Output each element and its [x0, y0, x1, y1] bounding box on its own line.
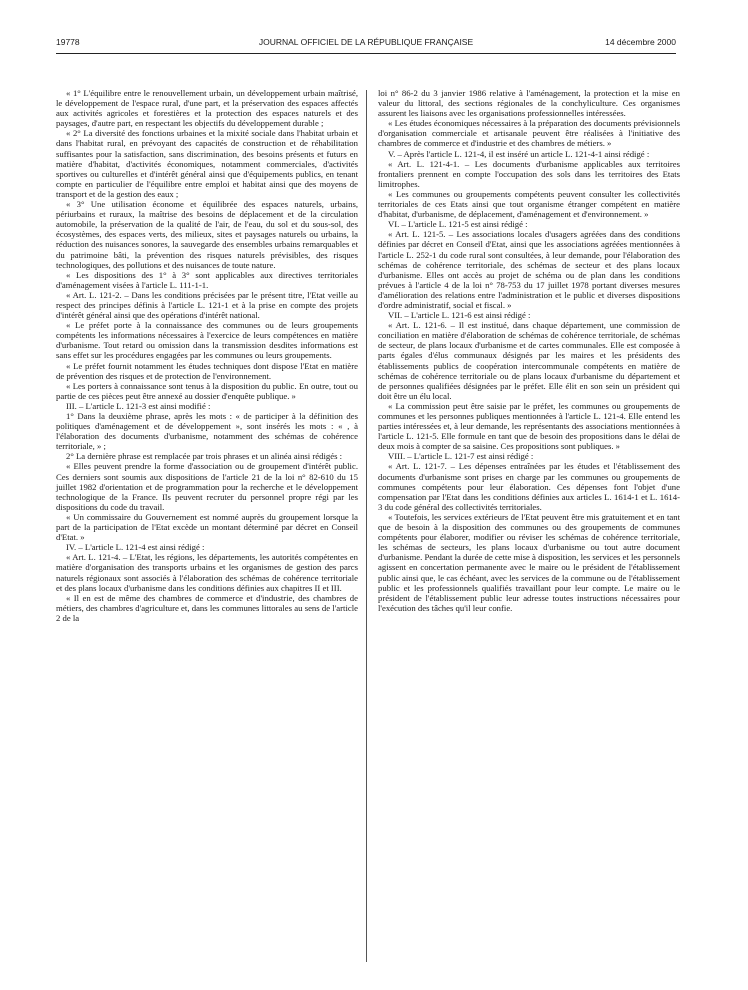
paragraph: « 3° Une utilisation économe et équilibrée des espaces naturels, urbains, périurbains et ruraux, la maîtrise des besoins de déplacement et de la circulation automobile, la préservation de la qualité de l'air, de l'eau, du sol et du sous-sol, des écosystèmes, des espaces verts, des milieux, sites et paysages naturels ou urbains, la réduction des nuisances sonores, la sauvegarde des ensembles urbains remarquables et du patrimoine bâti, la prévention des risques naturels prévisibles, des risques technologiques, des pollutions et des nuisances de toute nature. — [56, 199, 358, 270]
paragraph: « Un commissaire du Gouvernement est nommé auprès du groupement lorsque la part de la participation de l'Etat excède un montant déterminé par décret en Conseil d'Etat. » — [56, 511, 358, 543]
paragraph: « Toutefois, les services extérieurs de l'Etat peuvent être mis gratuitement et en tant que de besoin à la disposition des communes ou des groupements de communes compétents pour élaborer, modifier ou réviser les schémas de cohérence territoriale, les schémas de secteurs, les plans locaux d'urbanisme ou tout autre document d'urbanisme. Pendant la durée de cette mise à disposition, les services et les personnels agissent en concertation permanente avec le maire ou le président de l'établissement public ainsi que, le cas échéant, avec les services de la commune ou de l'établissement public et les professionnels qualifiés travaillant pour leur compte. Le maire ou le président de l'établissement public leur adresse toutes instructions nécessaires pour l'exécution des tâches qu'il leur confie. — [378, 511, 680, 613]
paragraph: 2° La dernière phrase est remplacée par trois phrases et un alinéa ainsi rédigés : — [66, 451, 343, 462]
paragraph: 1° Dans la deuxième phrase, après les mots : « de participer à la définition des politiques d'aménagement et de développement », sont insérés les mots : « , à l'élaboration des documents d'urbanisme, notamment des schémas de cohérence territoriale, » ; — [56, 411, 358, 452]
page-header — [56, 37, 676, 49]
paragraph: « 2° La diversité des fonctions urbaines et la mixité sociale dans l'habitat urbain et dans l'habitat rural, en prévoyant des capacités de construction et de réhabilitation suffisantes pour la satisfaction, sans discrimination, des besoins présents et futurs en matière d'habitat, d'activités économiques, notamment commerciales, d'activités sportives ou culturelles et d'intérêt général ainsi que d'équipements publics, en tenant compte en particulier de l'équilibre entre emploi et habitat ainsi que des moyens de transport et de la gestion des eaux ; — [56, 128, 358, 199]
paragraph: VI. – L'article L. 121-5 est ainsi rédigé : — [388, 219, 528, 230]
paragraph: « Il en est de même des chambres de commerce et d'industrie, des chambres de métiers, des chambres d'agriculture et, dans les communes littorales au sens de l'article 2 de la — [56, 592, 358, 623]
paragraph: III. – L'article L. 121-3 est ainsi modifié : — [66, 400, 211, 411]
paragraph: V. – Après l'article L. 121-4, il est inséré un article L. 121-4-1 ainsi rédigé : — [388, 148, 650, 159]
paragraph: « Art. L. 121-4. – L'Etat, les régions, les départements, les autorités compétentes en matière d'organisation des transports urbains et les organismes de gestion des parcs naturels régionaux sont associés à l'élaboration des schémas de cohérence territoriale et des plans locaux d'urbanisme dans les conditions définies aux chapitres II et III. — [56, 552, 358, 593]
paragraph: « La commission peut être saisie par le préfet, les communes ou groupements de communes et les personnes publiques mentionnées à l'article L. 121-4. Elle entend les parties intéressées et, à leur demande, les représentants des associations mentionnées à l'article L. 121-5. Elle formule en tant que de besoin des propositions dans le délai de deux mois à compter de sa saisine. Ces propositions sont publiques. » — [378, 400, 680, 452]
paragraph: « Les communes ou groupements compétents peuvent consulter les collectivités territoriales de ces Etats ainsi que tout organisme étranger compétent en matière d'habitat, d'urbanisme, de déplacement, d'aménagement et d'environnement. » — [378, 188, 680, 220]
paragraph: « Art. L. 121-5. – Les associations locales d'usagers agréées dans des conditions définies par décret en Conseil d'Etat, ainsi que les associations agréées mentionnées à l'article L. 252-1 du code rural sont consultées, à leur demande, pour l'élaboration des schémas de cohérence territoriale, des schémas de secteur et des plans locaux d'urbanisme. Elles ont accès au projet de schéma ou de plan dans les conditions prévues à l'article 4 de la loi n° 78-753 du 17 juillet 1978 portant diverses mesures d'amélioration des relations entre l'administration et le public et diverses dispositions d'ordre administratif, social et fiscal. » — [378, 229, 680, 310]
column-divider — [366, 90, 367, 962]
paragraph: loi n° 86-2 du 3 janvier 1986 relative à l'aménagement, la protection et la mise en valeur du littoral, des sections régionales de la conchyliculture. Ces organismes assurent les liaisons avec les organisations professionnelles intéressées. — [378, 88, 680, 119]
header-rule — [56, 53, 676, 54]
paragraph: « Art. L. 121-2. – Dans les conditions précisées par le présent titre, l'Etat veille au respect des principes définis à l'article L. 121-1 et à la prise en compte des projets d'intérêt général ainsi que des opérations d'intérêt national. — [56, 289, 358, 321]
paragraph: « Les porters à connaissance sont tenus à la disposition du public. En outre, tout ou partie de ces pièces peut être annexé au dossier d'enquête publique. » — [56, 380, 358, 401]
paragraph: « Le préfet fournit notamment les études techniques dont dispose l'Etat en matière de prévention des risques et de protection de l'environnement. — [56, 360, 358, 381]
paragraph: « Elles peuvent prendre la forme d'association ou de groupement d'intérêt public. Ces derniers sont soumis aux dispositions de l'article 21 de la loi n° 82-610 du 15 juillet 1982 d'orientation et de programmation pour la recherche et le développement technologique de la France. Ils peuvent recruter du personnel propre régi par les dispositions du code du travail. — [56, 461, 358, 512]
paragraph: « Art. L. 121-6. – Il est institué, dans chaque département, une commission de conciliation en matière d'élaboration de schémas de cohérence territoriale, de schémas de secteur, de plans locaux d'urbanisme et de cartes communales. Elle est composée à parts égales d'élus communaux désignés par les maires et les présidents des établissements publics de coopération intercommunale compétents en matière de schémas de cohérence territoriale ou de plans locaux d'urbanisme du département et de personnes qualifiées désignées par le préfet. Elle élit en son sein un président qui doit être un élu local. — [378, 320, 680, 401]
page-number: 19778 — [56, 37, 80, 47]
paragraph: « Le préfet porte à la connaissance des communes ou de leurs groupements compétents les informations nécessaires à l'exercice de leurs compétences en matière d'urbanisme. Tout retard ou omission dans la transmission desdites informations est sans effet sur les procédures engagées par les communes ou leurs groupements. — [56, 320, 358, 361]
paragraph: IV. – L'article L. 121-4 est ainsi rédigé : — [66, 542, 205, 553]
paragraph: VIII. – L'article L. 121-7 est ainsi rédigé : — [388, 451, 534, 462]
right-column — [378, 88, 680, 613]
paragraph: VII. – L'article L. 121-6 est ainsi rédigé : — [388, 310, 531, 321]
paragraph: « Art. L. 121-4-1. – Les documents d'urbanisme applicables aux territoires frontaliers prennent en compte l'occupation des sols dans les territoires des Etats limitrophes. — [378, 158, 680, 189]
left-column — [56, 88, 358, 623]
publication-date: 14 décembre 2000 — [605, 37, 676, 47]
journal-title: JOURNAL OFFICIEL DE LA RÉPUBLIQUE FRANÇAISE — [258, 37, 474, 47]
paragraph: « Les études économiques nécessaires à la préparation des documents prévisionnels d'organisation commerciale et artisanale peuvent être réalisées à l'initiative des chambres de commerce et d'industrie et des chambres de métiers. » — [378, 118, 680, 149]
paragraph: « Les dispositions des 1° à 3° sont applicables aux directives territoriales d'aménagement visées à l'article L. 111-1-1. — [56, 269, 358, 290]
paragraph: « 1° L'équilibre entre le renouvellement urbain, un développement urbain maîtrisé, le développement de l'espace rural, d'une part, et la préservation des espaces affectés aux activités agricoles et forestières et la protection des espaces naturels et des paysages, d'autre part, en respectant les objectifs du développement durable ; — [56, 88, 358, 129]
paragraph: « Art. L. 121-7. – Les dépenses entraînées par les études et l'établissement des documents d'urbanisme sont prises en charge par les communes ou groupements de communes compétents pour leur élaboration. Ces dépenses font l'objet d'une compensation par l'Etat dans les conditions définies aux articles L. 1614-1 et L. 1614-3 du code général des collectivités territoriales. — [378, 461, 680, 512]
